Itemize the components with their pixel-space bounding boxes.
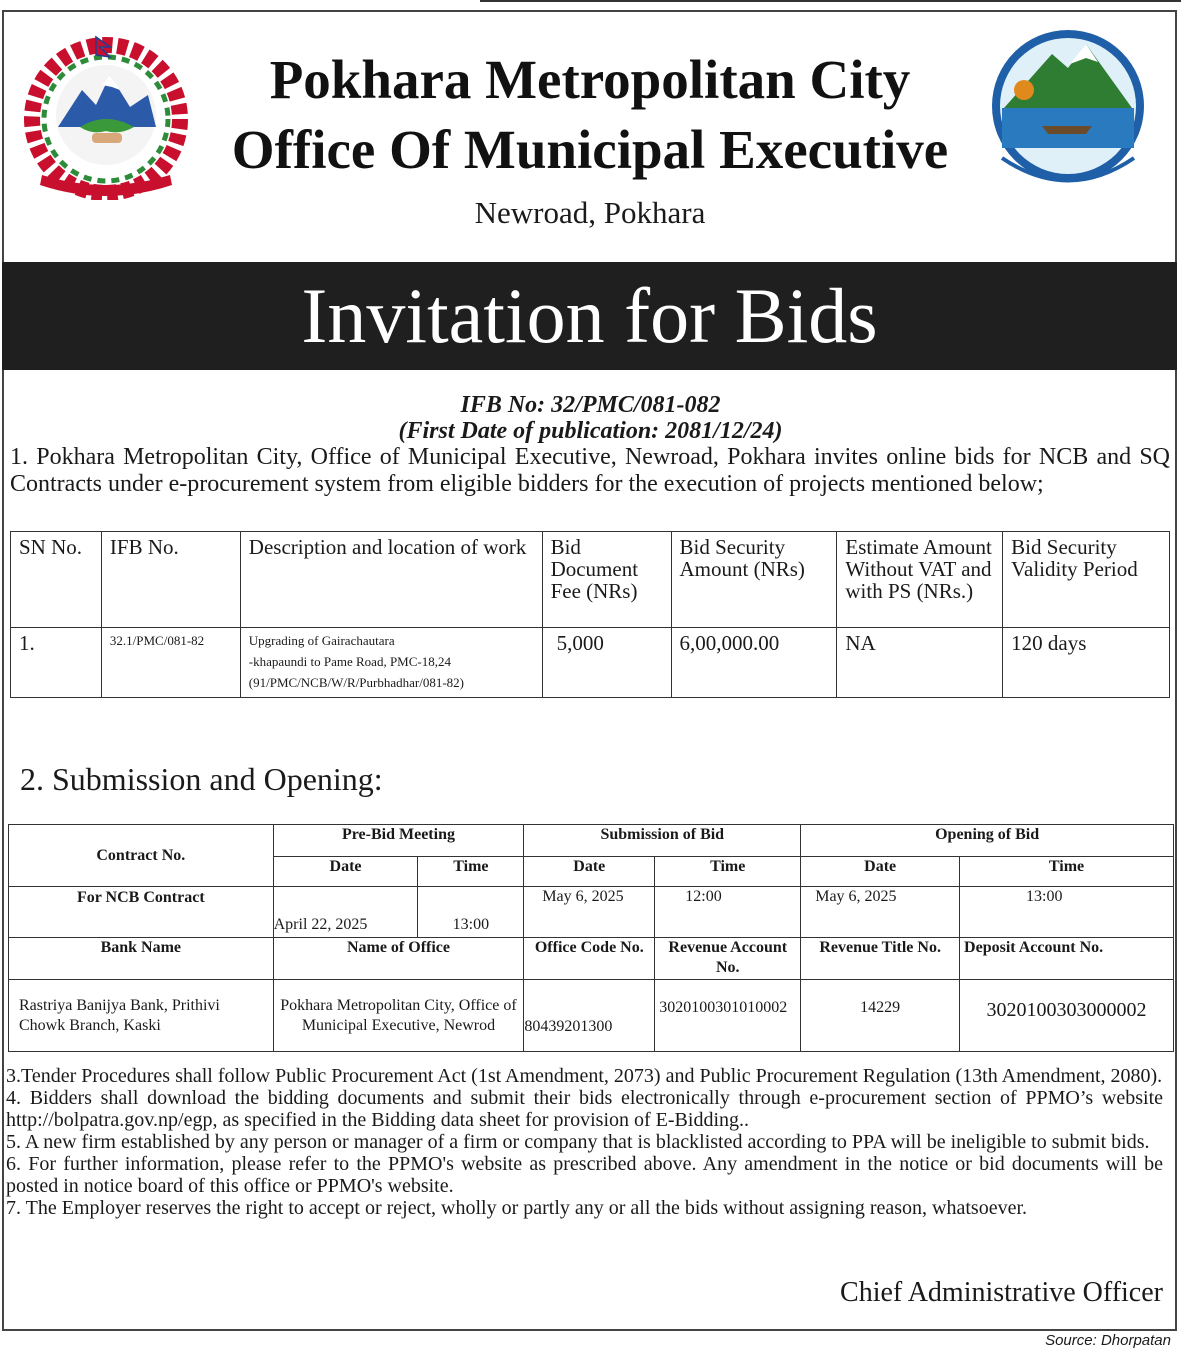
note-item: 6. For further information, please refer to the PPMO's website as prescribed above. Any amendment in the notice or bid documents will be posted in notice board of this office or PPMO's website. xyxy=(6,1153,1163,1197)
terms-notes xyxy=(6,1065,1163,1219)
header-office-name: Name of Office xyxy=(273,938,524,980)
header-time: Time xyxy=(960,857,1174,887)
header-revenue-account: Revenue Account No. xyxy=(655,938,801,980)
cell-validity: 120 days xyxy=(1003,628,1170,698)
col-header-ifb: IFB No. xyxy=(101,532,240,628)
title-banner xyxy=(2,262,1177,370)
bank-header-row xyxy=(9,938,1174,980)
header-opening: Opening of Bid xyxy=(801,825,1174,857)
header-date: Date xyxy=(273,857,418,887)
intro-paragraph: 1. Pokhara Metropolitan City, Office of Municipal Executive, Newroad, Pokhara invites online bids for NCB and SQ Contracts under e-procurement system from eligible bidders for the execution of projects mentioned below; xyxy=(10,444,1170,497)
note-item: 7. The Employer reserves the right to accept or reject, wholly or partly any or all the bids without assigning reason, whatsoever. xyxy=(6,1197,1028,1219)
table-header-row xyxy=(11,532,1170,628)
nepal-emblem-logo xyxy=(10,35,202,200)
note-item: 3.Tender Procedures shall follow Public Procurement Act (1st Amendment, 2073) and Public Procurement Regulation (13th Amendment, 2080). xyxy=(6,1065,1163,1087)
header-time: Time xyxy=(655,857,801,887)
cell-ifb: 32.1/PMC/081-82 xyxy=(101,628,240,698)
header-submission: Submission of Bid xyxy=(524,825,801,857)
cell-sn: 1. xyxy=(11,628,102,698)
signatory: Chief Administrative Officer xyxy=(840,1277,1163,1308)
cell-opening-date: May 6, 2025 xyxy=(801,887,960,938)
header-date: Date xyxy=(524,857,655,887)
header-office-code: Office Code No. xyxy=(524,938,655,980)
col-header-description: Description and location of work xyxy=(240,532,542,628)
bank-row xyxy=(9,980,1174,1052)
header-date: Date xyxy=(801,857,960,887)
cell-ncb-label: For NCB Contract xyxy=(9,887,274,938)
header-prebid: Pre-Bid Meeting xyxy=(273,825,524,857)
cell-deposit-account: 3020100303000002 xyxy=(960,980,1174,1052)
cell-bank-name: Rastriya Banijya Bank, Prithivi Chowk Branch, Kaski xyxy=(9,980,274,1052)
col-header-fee: Bid Document Fee (NRs) xyxy=(542,532,671,628)
description-line: Upgrading of Gairachautara xyxy=(248,633,395,648)
header-deposit-account: Deposit Account No. xyxy=(960,938,1174,980)
cell-prebid-date: April 22, 2025 xyxy=(273,887,418,938)
publication-date: (First Date of publication: 2081/12/24) xyxy=(398,418,783,444)
top-rule xyxy=(480,0,1181,2)
notice-title: Invitation for Bids xyxy=(301,272,878,359)
cell-opening-time: 13:00 xyxy=(960,887,1174,938)
cell-estimate: NA xyxy=(837,628,1003,698)
cell-prebid-time: 13:00 xyxy=(418,887,524,938)
projects-table xyxy=(10,531,1170,698)
col-header-estimate: Estimate Amount Without VAT and with PS (NRs.) xyxy=(837,532,1003,628)
cell-fee: 5,000 xyxy=(542,628,671,698)
note-item: 5. A new firm established by any person or manager of a firm or company that is blacklisted according to PPA will be ineligible to submit bids. xyxy=(6,1131,1150,1153)
source-credit: Source: Dhorpatan xyxy=(1045,1332,1171,1349)
office-address: Newroad, Pokhara xyxy=(474,195,706,230)
cell-security: 6,00,000.00 xyxy=(671,628,837,698)
cell-description xyxy=(240,628,542,698)
submission-table xyxy=(8,824,1174,1052)
cell-submission-date: May 6, 2025 xyxy=(524,887,655,938)
header-time: Time xyxy=(418,857,524,887)
cell-revenue-account: 3020100301010002 xyxy=(655,980,801,1052)
office-name: Office Of Municipal Executive xyxy=(231,119,949,180)
header-revenue-title: Revenue Title No. xyxy=(801,938,960,980)
ifb-number: IFB No: 32/PMC/081-082 xyxy=(460,392,721,418)
table-row xyxy=(11,628,1170,698)
col-header-sn: SN No. xyxy=(11,532,102,628)
org-name: Pokhara Metropolitan City xyxy=(269,49,911,110)
table-row xyxy=(9,887,1174,938)
cell-office-code: 80439201300 xyxy=(524,980,655,1052)
table-header-row xyxy=(9,825,1174,857)
note-item: 4. Bidders shall download the bidding documents and submit their bids electronically through e-procurement section of PPMO’s website http://bolpatra.gov.np/egp, as specified in the Bidding data sheet for provision of E-Bidding.. xyxy=(6,1087,1163,1131)
cell-submission-time: 12:00 xyxy=(655,887,801,938)
header-contract-no: Contract No. xyxy=(9,825,274,887)
description-line: (91/PMC/NCB/W/R/Purbhadhar/081-82) xyxy=(248,675,464,690)
col-header-security: Bid Security Amount (NRs) xyxy=(671,532,837,628)
description-line: -khapaundi to Pame Road, PMC-18,24 xyxy=(248,654,451,669)
pokhara-city-logo xyxy=(982,28,1160,193)
cell-revenue-title: 14229 xyxy=(801,980,960,1052)
col-header-validity: Bid Security Validity Period xyxy=(1003,532,1170,628)
cell-office-name: Pokhara Metropolitan City, Office of Municipal Executive, Newrod xyxy=(273,980,524,1052)
section-heading-submission: 2. Submission and Opening: xyxy=(20,761,383,797)
header-bank-name: Bank Name xyxy=(9,938,274,980)
